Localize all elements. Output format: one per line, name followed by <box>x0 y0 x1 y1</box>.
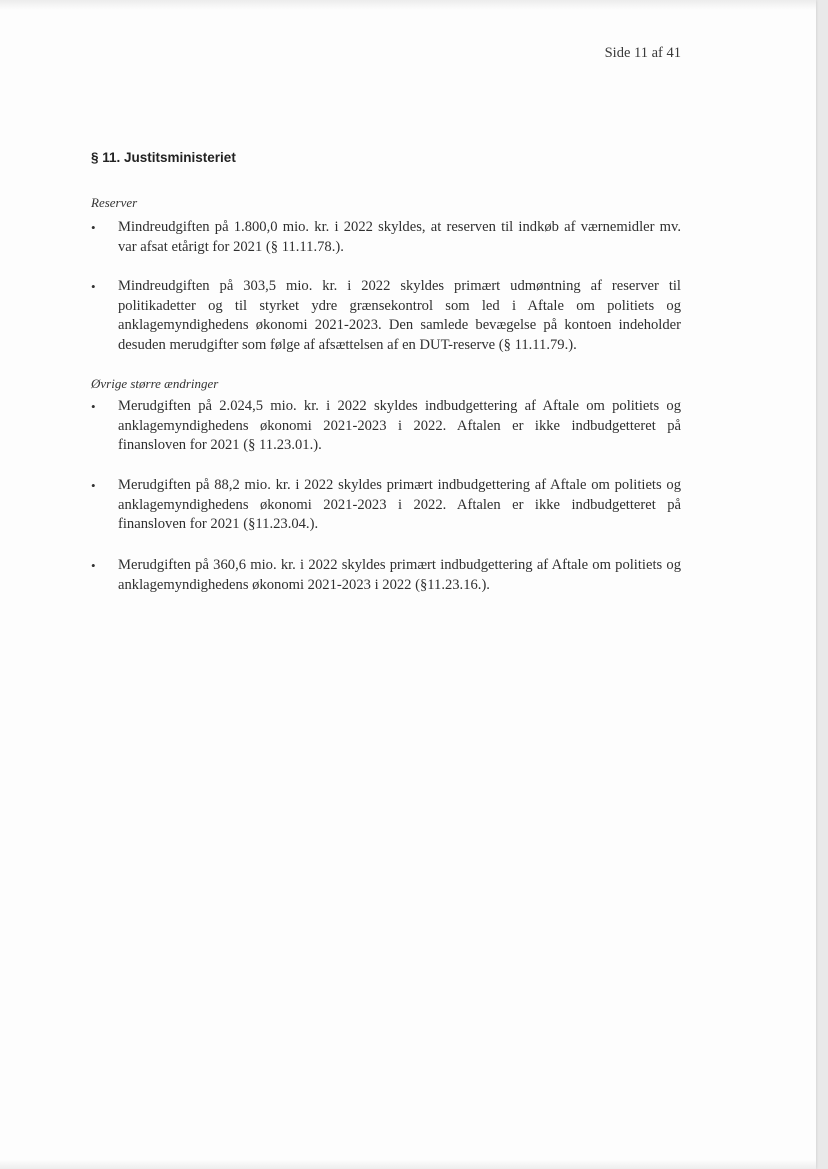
subheading-ovrige: Øvrige større ændringer <box>91 376 219 391</box>
list-item <box>91 476 681 535</box>
section-heading: § 11. Justitsministeriet <box>91 150 236 165</box>
list-item-text: Merudgiften på 360,6 mio. kr. i 2022 skyldes primært indbudgettering af Aftale om politiets og anklagemyndighedens økonomi 2021-2023 i 2022 (§11.23.16.). <box>118 557 681 593</box>
list-item-text: Mindreudgiften på 303,5 mio. kr. i 2022 skyldes primært udmøntning af reserver til politikadetter og til styrket ydre grænsekontrol som led i Aftale om politiets og anklagemyndighedens økonomi 2021-2023. Den samlede bevægelse på kontoen indeholder desuden merudgifter som følge af afsættelsen af en DUT-reserve (§ 11.11.79.). <box>118 278 681 353</box>
scan-edge-top <box>0 0 816 10</box>
bullet-icon: • <box>91 399 96 414</box>
list-item <box>91 218 681 257</box>
bullet-icon: • <box>91 220 96 235</box>
scan-edge-bottom <box>0 1160 816 1169</box>
subheading-reserver: Reserver <box>91 195 138 210</box>
list-item <box>91 556 681 595</box>
list-item <box>91 277 681 355</box>
list-item <box>91 397 681 456</box>
list-item-text: Mindreudgiften på 1.800,0 mio. kr. i 2022 skyldes, at reserven til indkøb af værnemidler mv. var afsat etårigt for 2021 (§ 11.11.78.). <box>118 219 681 255</box>
bullet-icon: • <box>91 558 96 573</box>
list-item-text: Merudgiften på 88,2 mio. kr. i 2022 skyldes primært indbudgettering af Aftale om politiets og anklagemyndighedens økonomi 2021-2023 i 2022. Aftalen er ikke indbudgetteret på finansloven for 2021 (§11.23.04.). <box>118 477 681 532</box>
bullet-icon: • <box>91 279 96 294</box>
list-item-text: Merudgiften på 2.024,5 mio. kr. i 2022 skyldes indbudgettering af Aftale om politiets og anklagemyndighedens økonomi 2021-2023 i 2022. Aftalen er ikke indbudgetteret på finansloven for 2021 (§ 11.23.01.). <box>118 398 681 453</box>
page-number: Side 11 af 41 <box>604 45 681 61</box>
bullet-icon: • <box>91 478 96 493</box>
